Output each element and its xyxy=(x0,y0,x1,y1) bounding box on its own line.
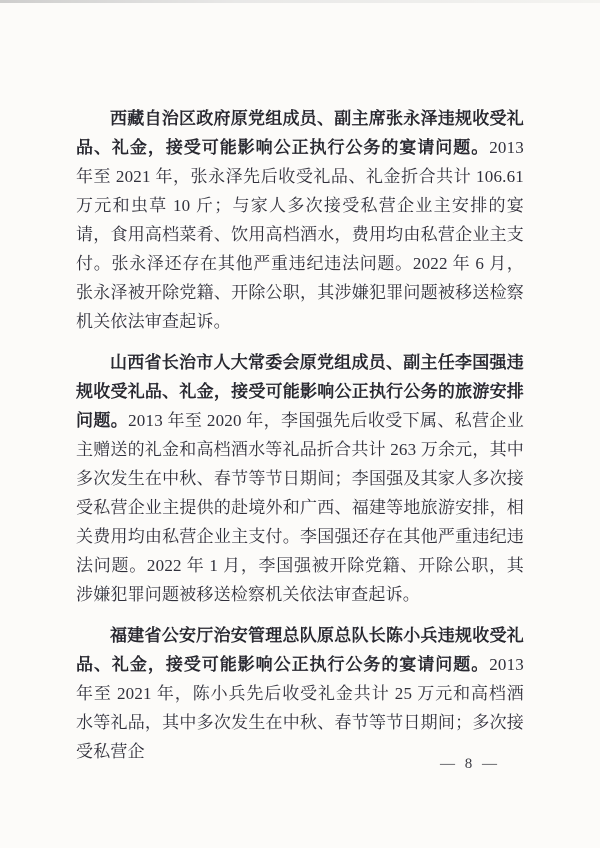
document-body xyxy=(76,104,524,766)
scan-edge-artifact xyxy=(0,0,600,3)
case-paragraph-chen-xiaobing xyxy=(76,621,524,766)
case-detail-text: 2013 年至 2020 年，李国强先后收受下属、私营企业主赠送的礼金和高档酒水等礼品折合共计 263 万余元，其中多次发生在中秋、春节等节日期间；李国强及其家人多次接受私营企业主提供的赴境外和广西、福建等地旅游安排，相关费用均由私营企业主支付。李国强还存在其他严重违纪违法问题。2022 年 1 月，李国强被开除党籍、开除公职，其涉嫌犯罪问题被移送检察机关依法审查起诉。 xyxy=(76,411,524,604)
case-paragraph-zhang-yongze xyxy=(76,104,524,336)
case-lead-sentence: 西藏自治区政府原党组成员、副主席张永泽违规收受礼品、礼金，接受可能影响公正执行公务的宴请问题。 xyxy=(76,109,524,157)
case-detail-text: 2013 年至 2021 年，张永泽先后收受礼品、礼金折合共计 106.61 万元和虫草 10 斤；与家人多次接受私营企业主安排的宴请，食用高档菜肴、饮用高档酒水，费用均由私营企业主支付。张永泽还存在其他严重违纪违法问题。2022 年 6 月，张永泽被开除党籍、开除公职，其涉嫌犯罪问题被移送检察机关依法审查起诉。 xyxy=(76,138,524,331)
case-paragraph-li-guoqiang xyxy=(76,348,524,609)
case-lead-sentence: 福建省公安厅治安管理总队原总队长陈小兵违规收受礼品、礼金，接受可能影响公正执行公务的宴请问题。 xyxy=(76,626,524,674)
case-lead-sentence: 山西省长治市人大常委会原党组成员、副主任李国强违规收受礼品、礼金，接受可能影响公正执行公务的旅游安排问题。 xyxy=(76,353,524,430)
page-number: — 8 — xyxy=(440,756,500,772)
case-detail-text: 2013 年至 2021 年，陈小兵先后收受礼金共计 25 万元和高档酒水等礼品，其中多次发生在中秋、春节等节日期间；多次接受私营企 xyxy=(76,655,524,761)
